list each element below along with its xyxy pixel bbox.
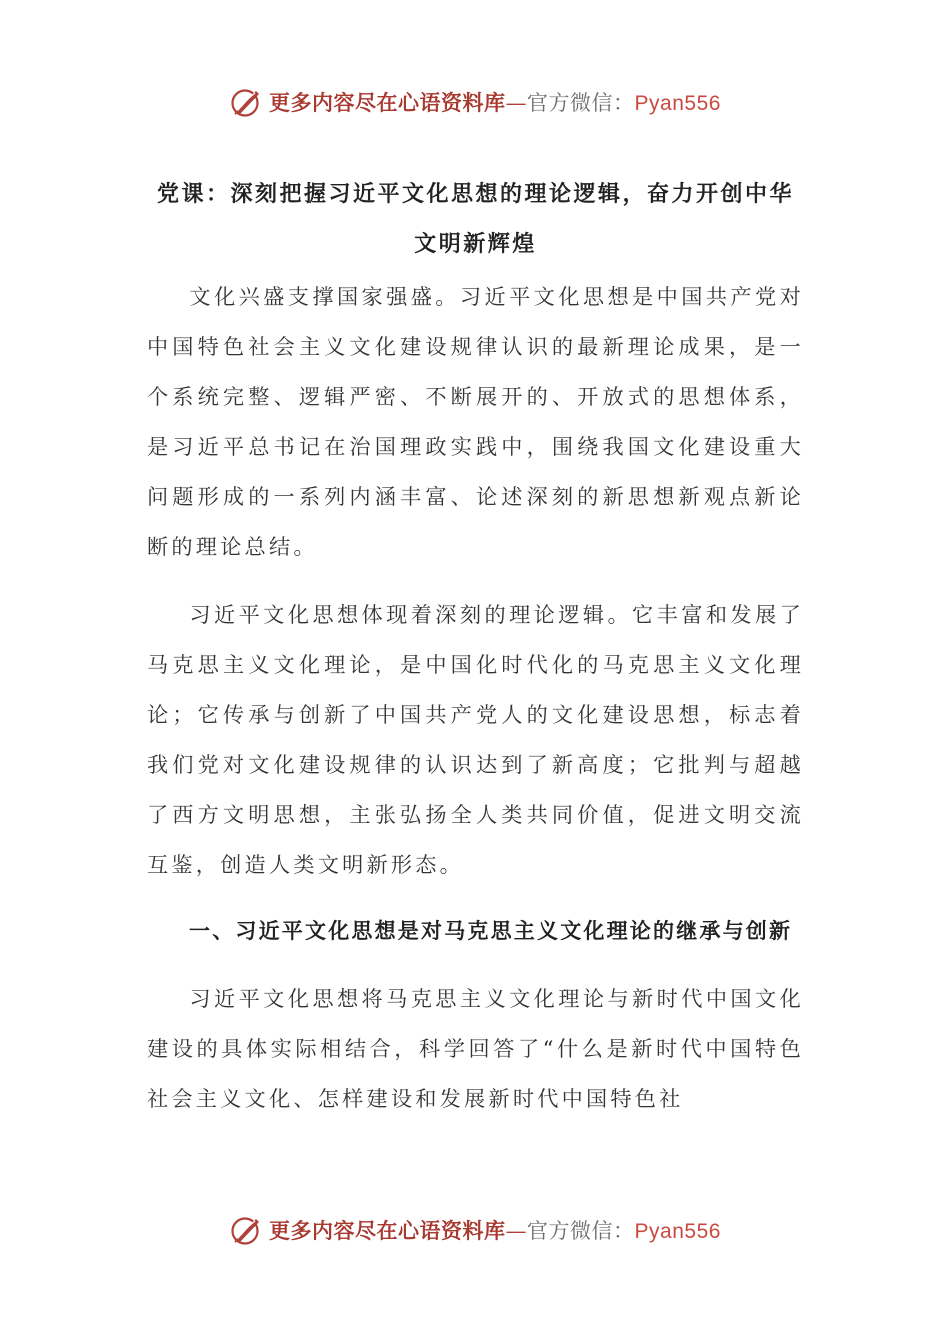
document-title: 党课：深刻把握习近平文化思想的理论逻辑，奋力开创中华文明新辉煌 — [156, 182, 794, 257]
section-heading: 一、习近平文化思想是对马克思主义文化理论的继承与创新 — [189, 919, 793, 943]
header-banner-text — [269, 87, 721, 117]
intro-paragraph: 文化兴盛支撑国家强盛。习近平文化思想是中国共产党对中国特色社会主义文化建设规律认识的最新理论成果，是一个系统完整、逻辑严密、不断展开的、开放式的思想体系，是习近平总书记在治国理政实践中，围绕我国文化建设重大问题形成的一系列内涵丰富、论述深刻的新思想新观点新论断的理论总结。 — [147, 284, 804, 559]
document-body — [147, 170, 804, 1124]
quill-pen-logo-icon — [229, 1213, 263, 1247]
footer-banner-text — [269, 1215, 721, 1245]
footer-banner — [0, 1208, 950, 1252]
footer-wechat-label: 官方微信： — [527, 1219, 635, 1243]
header-wechat-label: 官方微信： — [527, 91, 635, 115]
header-brand: 更多内容尽在心语资料库 — [269, 90, 506, 115]
footer-wechat-id: Pyan556 — [634, 1220, 721, 1243]
header-dash: — — [505, 91, 528, 115]
quill-pen-logo-icon — [229, 85, 263, 119]
logic-paragraph: 习近平文化思想体现着深刻的理论逻辑。它丰富和发展了马克思主义文化理论，是中国化时代化的马克思主义文化理论；它传承与创新了中国共产党人的文化建设思想，标志着我们党对文化建设规律的认识达到了新高度；它批判与超越了西方文明思想，主张弘扬全人类共同价值，促进文明交流互鉴，创造人类文明新形态。 — [147, 602, 804, 877]
header-wechat-id: Pyan556 — [634, 92, 721, 115]
footer-dash: — — [505, 1219, 528, 1243]
header-banner — [0, 80, 950, 124]
section-paragraph: 习近平文化思想将马克思主义文化理论与新时代中国文化建设的具体实际相结合，科学回答了“什么是新时代中国特色社会主义文化、怎样建设和发展新时代中国特色社 — [147, 986, 804, 1111]
footer-brand: 更多内容尽在心语资料库 — [269, 1218, 506, 1243]
